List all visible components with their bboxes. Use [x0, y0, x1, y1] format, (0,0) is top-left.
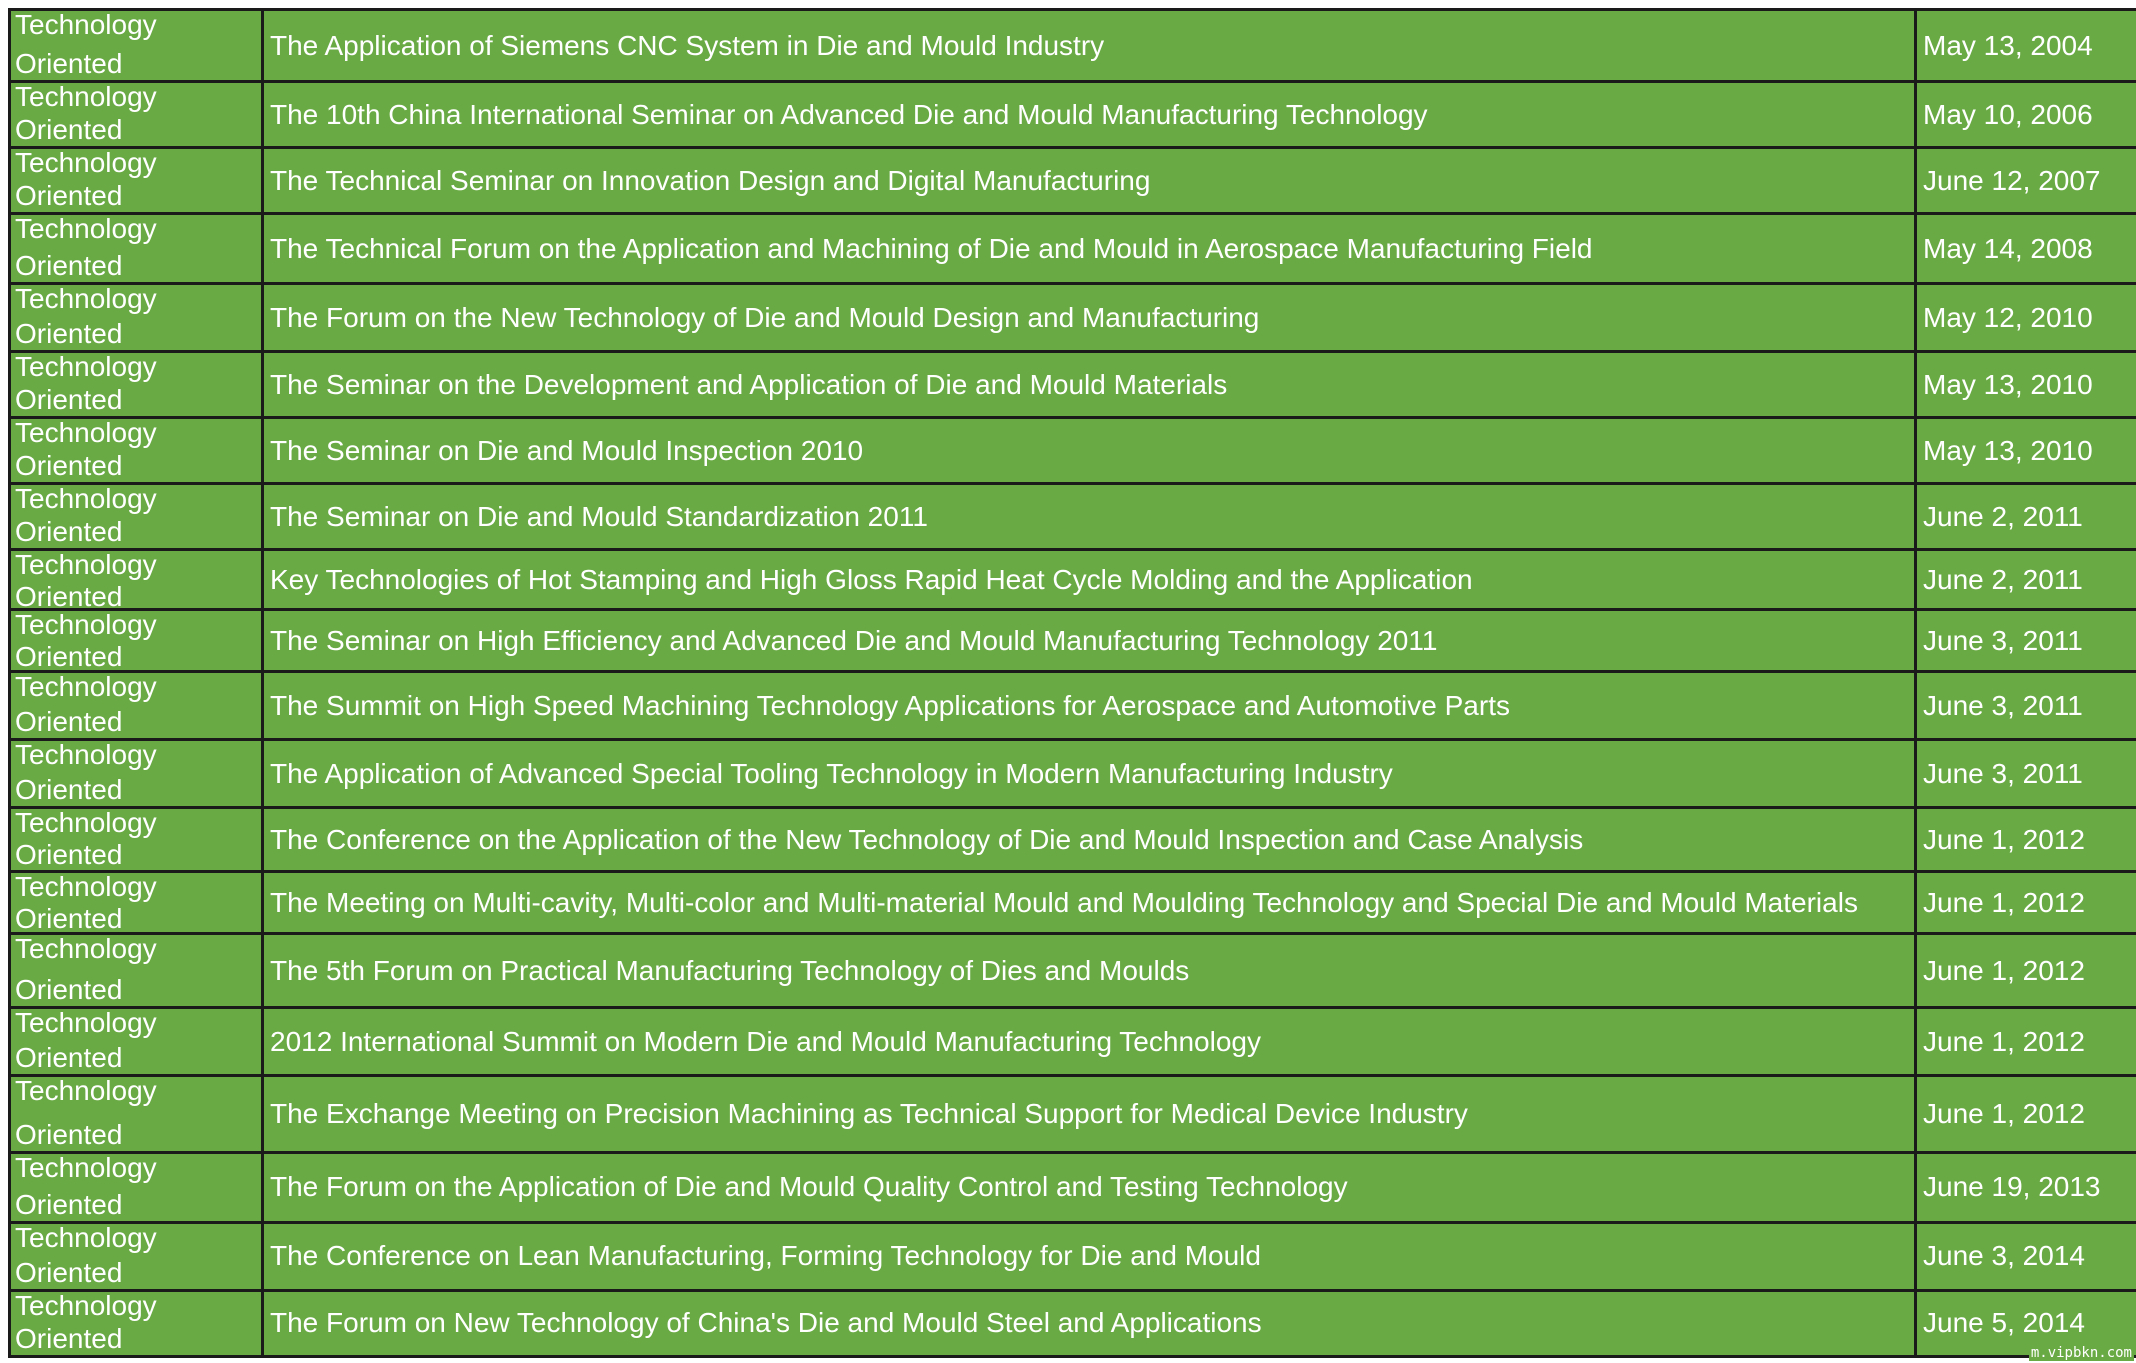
- category-cell: [10, 1152, 263, 1222]
- date-cell: June 3, 2011: [1916, 672, 2136, 740]
- watermark: m.vipbkn.com: [2030, 1345, 2132, 1361]
- date-cell: June 3, 2011: [1916, 740, 2136, 808]
- category-line2: Oriented: [15, 1256, 123, 1288]
- date-cell: May 10, 2006: [1916, 82, 2136, 148]
- title-cell: The Application of Siemens CNC System in Die and Mould Industry: [263, 10, 1916, 82]
- category-line1: Technology: [15, 351, 157, 383]
- category-cell: [10, 214, 263, 284]
- table-row: [10, 352, 2136, 418]
- title-cell: Key Technologies of Hot Stamping and High Gloss Rapid Heat Cycle Molding and the Application: [263, 550, 1916, 610]
- category-line1: Technology: [15, 81, 157, 113]
- category-cell: [10, 1290, 263, 1356]
- title-cell: The Forum on the Application of Die and Mould Quality Control and Testing Technology: [263, 1152, 1916, 1222]
- category-line2: Oriented: [15, 1323, 123, 1354]
- date-cell: June 1, 2012: [1916, 808, 2136, 872]
- table-row: [10, 1152, 2136, 1222]
- table-row: [10, 284, 2136, 352]
- category-line2: Oriented: [15, 384, 123, 416]
- category-cell: [10, 740, 263, 808]
- category-line1: Technology: [15, 483, 157, 515]
- title-cell: The Seminar on Die and Mould Standardization 2011: [263, 484, 1916, 550]
- category-cell: [10, 418, 263, 484]
- table-row: [10, 550, 2136, 610]
- category-line2: Oriented: [15, 1042, 123, 1074]
- category-line2: Oriented: [15, 450, 123, 482]
- category-line2: Oriented: [15, 48, 123, 80]
- table-row: [10, 82, 2136, 148]
- date-cell: June 3, 2014: [1916, 1222, 2136, 1290]
- category-line1: Technology: [15, 147, 157, 179]
- category-line1: Technology: [15, 283, 157, 315]
- category-line2: Oriented: [15, 114, 123, 146]
- category-line1: Technology: [15, 1152, 157, 1183]
- category-line1: Technology: [15, 1290, 157, 1321]
- category-cell: [10, 808, 263, 872]
- title-cell: The Technical Forum on the Application and Machining of Die and Mould in Aerospace Manufacturing Field: [263, 214, 1916, 284]
- table-row: [10, 1290, 2136, 1356]
- category-line1: Technology: [15, 9, 157, 40]
- category-line2: Oriented: [15, 516, 123, 548]
- category-line1: Technology: [15, 933, 157, 964]
- table-row: [10, 808, 2136, 872]
- date-cell: June 12, 2007: [1916, 148, 2136, 214]
- category-cell: [10, 10, 263, 82]
- title-cell: The Application of Advanced Special Tooling Technology in Modern Manufacturing Industry: [263, 740, 1916, 808]
- category-line1: Technology: [15, 1007, 157, 1039]
- category-line1: Technology: [15, 739, 157, 771]
- category-line1: Technology: [15, 871, 157, 903]
- category-cell: [10, 148, 263, 214]
- date-cell: June 2, 2011: [1916, 550, 2136, 610]
- table-row: [10, 418, 2136, 484]
- table-row: [10, 934, 2136, 1008]
- category-cell: [10, 82, 263, 148]
- category-cell: [10, 1222, 263, 1290]
- title-cell: The 5th Forum on Practical Manufacturing Technology of Dies and Moulds: [263, 934, 1916, 1008]
- title-cell: 2012 International Summit on Modern Die and Mould Manufacturing Technology: [263, 1008, 1916, 1076]
- table-row: [10, 10, 2136, 82]
- title-cell: The Seminar on Die and Mould Inspection 2010: [263, 418, 1916, 484]
- table-row: [10, 740, 2136, 808]
- date-cell: May 13, 2010: [1916, 352, 2136, 418]
- category-cell: [10, 550, 263, 610]
- category-cell: [10, 484, 263, 550]
- category-line2: Oriented: [15, 1118, 123, 1150]
- date-cell: May 13, 2004: [1916, 10, 2136, 82]
- table-row: [10, 672, 2136, 740]
- category-line2: Oriented: [15, 903, 123, 934]
- category-line1: Technology: [15, 807, 157, 839]
- category-cell: [10, 872, 263, 934]
- title-cell: The Technical Seminar on Innovation Design and Digital Manufacturing: [263, 148, 1916, 214]
- title-cell: The Seminar on the Development and Application of Die and Mould Materials: [263, 352, 1916, 418]
- table-row: [10, 484, 2136, 550]
- category-line2: Oriented: [15, 318, 123, 350]
- title-cell: The 10th China International Seminar on Advanced Die and Mould Manufacturing Technology: [263, 82, 1916, 148]
- date-cell: June 5, 2014: [1916, 1290, 2136, 1356]
- date-cell: May 13, 2010: [1916, 418, 2136, 484]
- date-cell: June 19, 2013: [1916, 1152, 2136, 1222]
- category-line2: Oriented: [15, 250, 123, 282]
- title-cell: The Seminar on High Efficiency and Advanced Die and Mould Manufacturing Technology 2011: [263, 610, 1916, 672]
- date-cell: June 1, 2012: [1916, 1076, 2136, 1152]
- category-line2: Oriented: [15, 774, 123, 806]
- title-cell: The Meeting on Multi-cavity, Multi-color and Multi-material Mould and Moulding Technology and Special Die and Mould Materials: [263, 872, 1916, 934]
- title-cell: The Conference on Lean Manufacturing, Forming Technology for Die and Mould: [263, 1222, 1916, 1290]
- category-cell: [10, 934, 263, 1008]
- date-cell: June 1, 2012: [1916, 934, 2136, 1008]
- title-cell: The Exchange Meeting on Precision Machining as Technical Support for Medical Device Industry: [263, 1076, 1916, 1152]
- category-cell: [10, 284, 263, 352]
- date-cell: May 12, 2010: [1916, 284, 2136, 352]
- category-line2: Oriented: [15, 1188, 123, 1220]
- category-line2: Oriented: [15, 641, 123, 672]
- category-line1: Technology: [15, 549, 157, 581]
- category-line2: Oriented: [15, 839, 123, 871]
- table-row: [10, 610, 2136, 672]
- category-line1: Technology: [15, 609, 157, 641]
- table-row: [10, 1008, 2136, 1076]
- category-line1: Technology: [15, 1075, 157, 1107]
- title-cell: The Forum on the New Technology of Die and Mould Design and Manufacturing: [263, 284, 1916, 352]
- date-cell: June 1, 2012: [1916, 872, 2136, 934]
- table-row: [10, 872, 2136, 934]
- date-cell: May 14, 2008: [1916, 214, 2136, 284]
- seminar-table: [8, 8, 2136, 1358]
- title-cell: The Summit on High Speed Machining Technology Applications for Aerospace and Automotive Parts: [263, 672, 1916, 740]
- category-line1: Technology: [15, 213, 157, 245]
- category-line1: Technology: [15, 417, 157, 449]
- date-cell: June 3, 2011: [1916, 610, 2136, 672]
- table-row: [10, 214, 2136, 284]
- category-cell: [10, 1008, 263, 1076]
- category-line2: Oriented: [15, 581, 123, 610]
- category-cell: [10, 610, 263, 672]
- title-cell: The Conference on the Application of the New Technology of Die and Mould Inspection and Case Analysis: [263, 808, 1916, 872]
- table-row: [10, 148, 2136, 214]
- category-cell: [10, 672, 263, 740]
- title-cell: The Forum on New Technology of China's Die and Mould Steel and Applications: [263, 1290, 1916, 1356]
- date-cell: June 1, 2012: [1916, 1008, 2136, 1076]
- category-cell: [10, 352, 263, 418]
- category-line2: Oriented: [15, 974, 123, 1006]
- date-cell: June 2, 2011: [1916, 484, 2136, 550]
- table-row: [10, 1222, 2136, 1290]
- category-line1: Technology: [15, 1222, 157, 1253]
- category-line2: Oriented: [15, 706, 123, 738]
- table-body: [10, 10, 2136, 1357]
- category-line2: Oriented: [15, 180, 123, 212]
- table-row: [10, 1076, 2136, 1152]
- category-line1: Technology: [15, 671, 157, 703]
- category-cell: [10, 1076, 263, 1152]
